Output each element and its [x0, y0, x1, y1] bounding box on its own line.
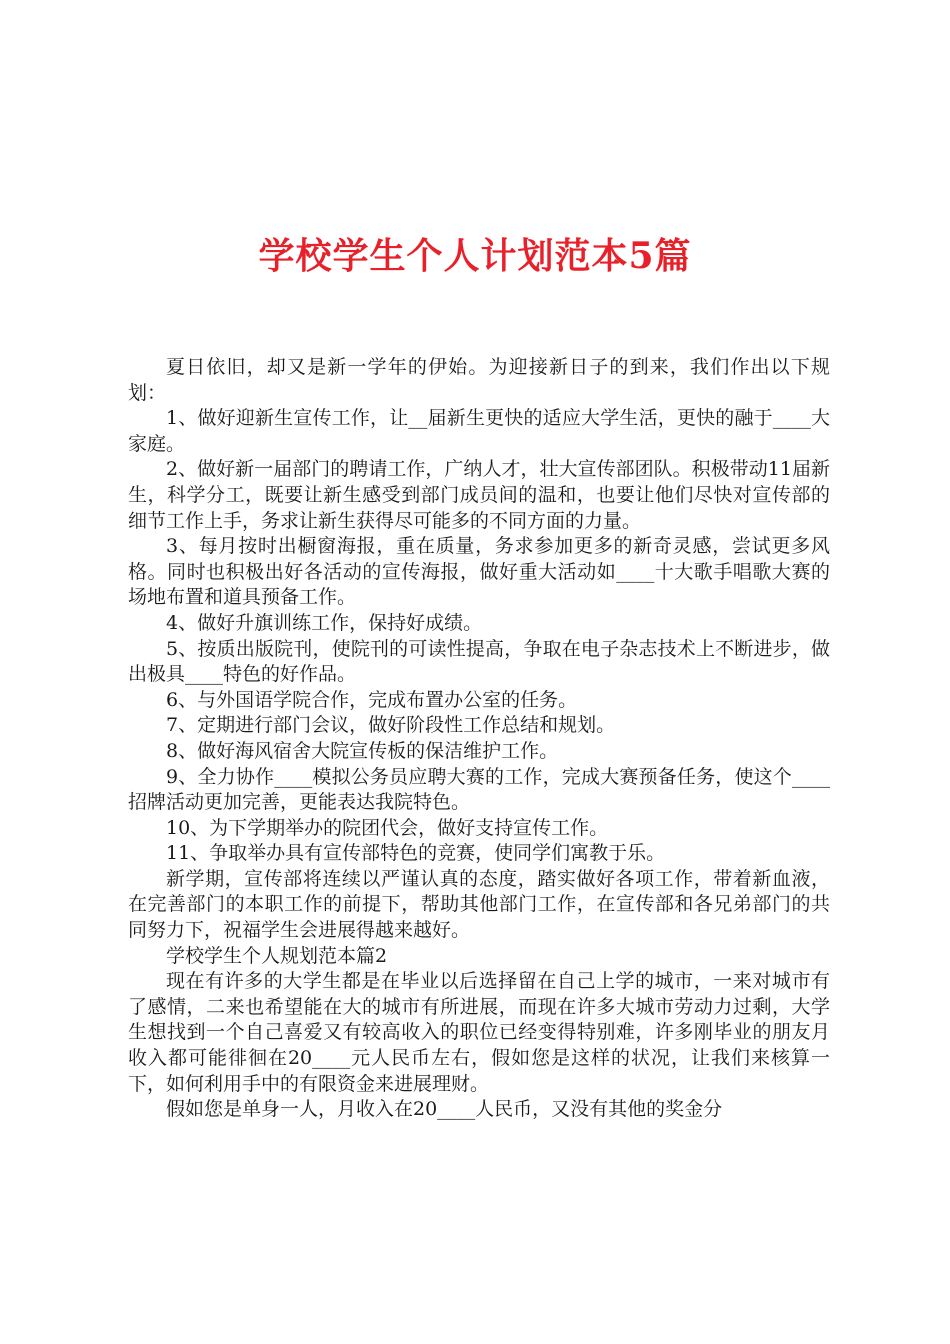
paragraph: 新学期，宣传部将连续以严谨认真的态度，踏实做好各项工作，带着新血液，在完善部门的本职工作的前提下，帮助其他部门工作，在宣传部和各兄弟部门的共同努力下，祝福学生会进展得越来越好。 [128, 867, 830, 942]
paragraph: 6、与外国语学院合作，完成布置办公室的任务。 [166, 688, 578, 711]
paragraph: 假如您是单身一人，月收入在20____人民币，又没有其他的奖金分 [166, 1098, 723, 1121]
paragraph: 11、争取举办具有宣传部特色的竞赛，使同学们寓教于乐。 [166, 842, 666, 865]
paragraph: 现在有许多的大学生都是在毕业以后选择留在自己上学的城市，一来对城市有了感情，二来也希望能在大的城市有所进展，而现在许多大城市劳动力过剩，大学生想找到一个自己喜爱又有较高收入的职位已经变得特别难，许多刚毕业的朋友月收入都可能徘徊在20____元人民币左右，假如您是这样的状况，让我们来核算一下，如何利用手中的有限资金来进展理财。 [128, 970, 830, 1095]
document-title: 学校学生个人计划范本5篇 [258, 235, 692, 278]
paragraph: 2、做好新一届部门的聘请工作，广纳人才，壮大宣传部团队。积极带动11届新生，科学分工，既要让新生感受到部门成员间的温和，也要让他们尽快对宣传部的细节工作上手，务求让新生获得尽可能多的不同方面的力量。 [128, 458, 830, 532]
paragraph: 夏日依旧，却又是新一学年的伊始。为迎接新日子的到来，我们作出以下规划： [128, 356, 830, 404]
document-body [128, 355, 830, 1123]
paragraph: 8、做好海风宿舍大院宣传板的保洁维护工作。 [166, 739, 559, 762]
paragraph: 3、每月按时出橱窗海报，重在质量，务求参加更多的新奇灵感，尝试更多风格。同时也积极出好各活动的宣传海报，做好重大活动如____十大歌手唱歌大赛的场地布置和道具预备工作。 [128, 535, 830, 609]
paragraph: 10、为下学期举办的院团代会，做好支持宣传工作。 [166, 816, 609, 839]
section-heading: 学校学生个人规划范本篇2 [166, 944, 388, 967]
paragraph: 5、按质出版院刊，使院刊的可读性提高，争取在电子杂志技术上不断进步，做出极具____特色的好作品。 [128, 637, 830, 686]
paragraph: 7、定期进行部门会议，做好阶段性工作总结和规划。 [166, 714, 616, 737]
paragraph: 1、做好迎新生宣传工作，让__届新生更快的适应大学生活，更快的融于____大家庭。 [128, 407, 830, 455]
paragraph: 4、做好升旗训练工作，保持好成绩。 [166, 611, 483, 634]
paragraph: 9、全力协作____模拟公务员应聘大赛的工作，完成大赛预备任务，使这个____招牌活动更加完善，更能表达我院特色。 [128, 765, 830, 814]
